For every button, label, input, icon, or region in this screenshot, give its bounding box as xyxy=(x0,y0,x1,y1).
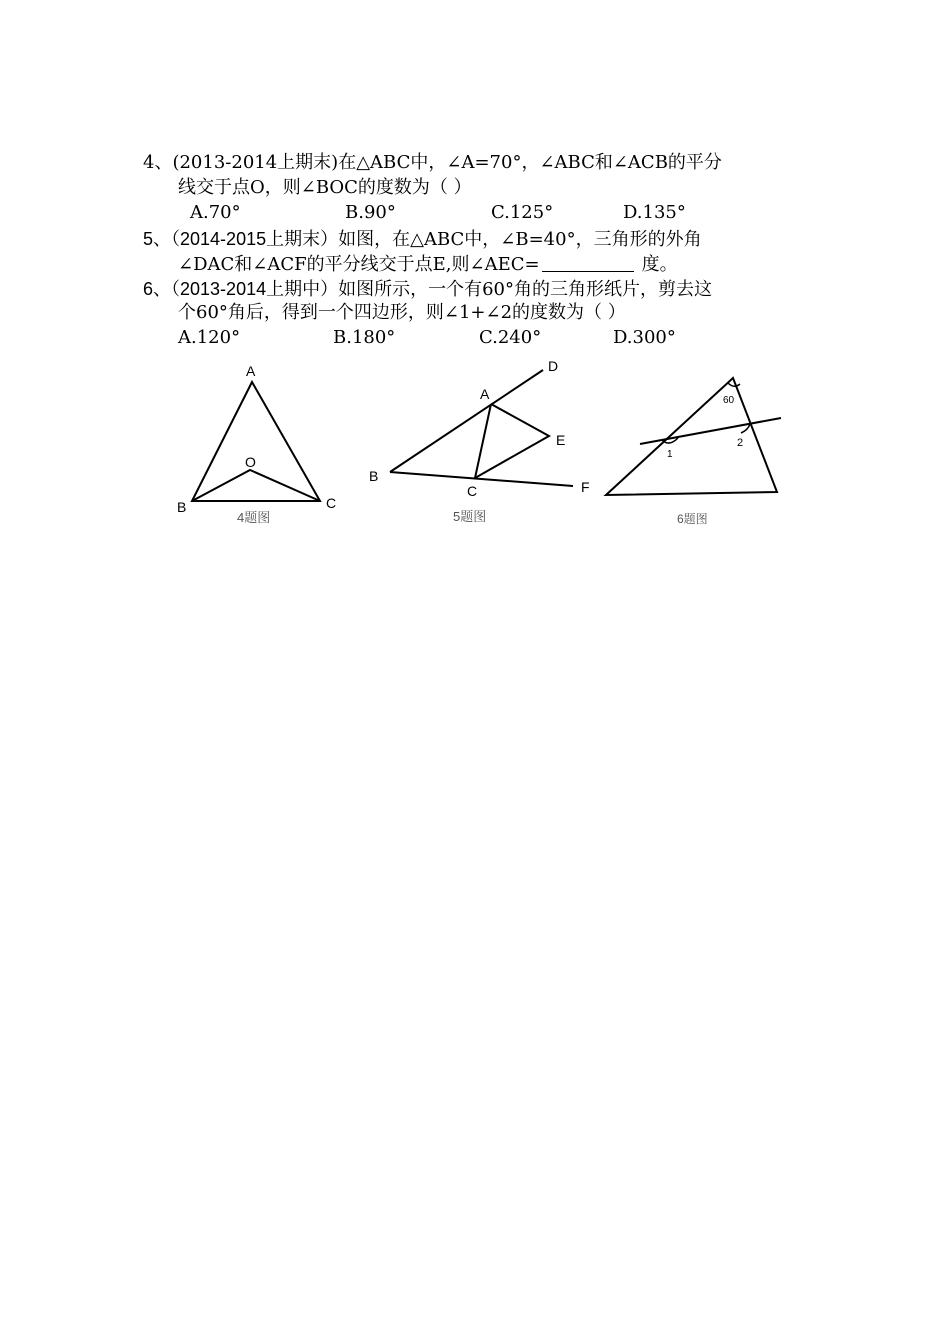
q5-source-tag: （2014-2015上期末） xyxy=(171,229,339,249)
fig6-cut-line xyxy=(640,418,781,444)
fig6-triangle xyxy=(606,378,777,495)
q4-line1: 4、(2013-2014上期末)在△ABC中，∠A=70°，∠ABC和∠ACB的平分 xyxy=(143,152,722,173)
q6-option-b: B.180° xyxy=(333,327,396,348)
fig5-label-c: C xyxy=(467,483,478,499)
fig4-label-a: A xyxy=(246,363,256,379)
fig6-angle60-arc xyxy=(728,383,740,386)
q4-option-d: D.135° xyxy=(623,202,686,223)
fig6-caption: 6题图 xyxy=(677,512,708,526)
q6-option-d: D.300° xyxy=(613,327,676,348)
q4-option-c: C.125° xyxy=(491,202,554,223)
q5-line2-suffix: 度。 xyxy=(641,254,678,275)
fig6-label-60: 60 xyxy=(723,395,735,406)
q4-option-a: A.70° xyxy=(190,202,241,223)
fig5-label-f: F xyxy=(581,479,590,495)
q5-line2-text: ∠DAC和∠ACF的平分线交于点E,则∠AEC= xyxy=(178,254,540,275)
fig4-label-c: C xyxy=(326,495,337,511)
q6-source-tag: （2013-2014上期中） xyxy=(171,279,339,299)
fig5-caption: 5题图 xyxy=(453,509,487,524)
q4-option-b: B.90° xyxy=(345,202,396,223)
q6-line2: 个60°角后，得到一个四边形，则∠1+∠2的度数为（ ） xyxy=(178,302,626,323)
fig5-label-e: E xyxy=(556,432,566,448)
q6-number: 6、 xyxy=(143,279,172,299)
fig4-caption: 4题图 xyxy=(237,510,271,525)
fig6-label-1: 1 xyxy=(667,449,673,460)
fig6-label-2: 2 xyxy=(737,437,744,449)
fig4-triangle-abc xyxy=(192,382,320,501)
fig4-label-o: O xyxy=(245,454,256,470)
fig5-label-b: B xyxy=(369,468,379,484)
q6-line1-text: 如图所示，一个有60°角的三角形纸片，剪去这 xyxy=(338,279,713,300)
fig5-segment-ac xyxy=(475,404,491,478)
q6-option-a: A.120° xyxy=(178,327,241,348)
fig4-label-b: B xyxy=(177,499,187,515)
q5-line1-text: 如图，在△ABC中，∠B=40°，三角形的外角 xyxy=(338,229,702,250)
fig5-segments-ae-ec xyxy=(475,404,549,478)
q6-option-c: C.240° xyxy=(479,327,542,348)
q4-line2: 线交于点O，则∠BOC的度数为（ ） xyxy=(178,177,472,198)
fig5-label-a: A xyxy=(480,386,490,402)
fig4-bisectors xyxy=(192,470,320,501)
fig5-label-d: D xyxy=(548,358,559,374)
q5-number: 5、 xyxy=(143,229,172,249)
